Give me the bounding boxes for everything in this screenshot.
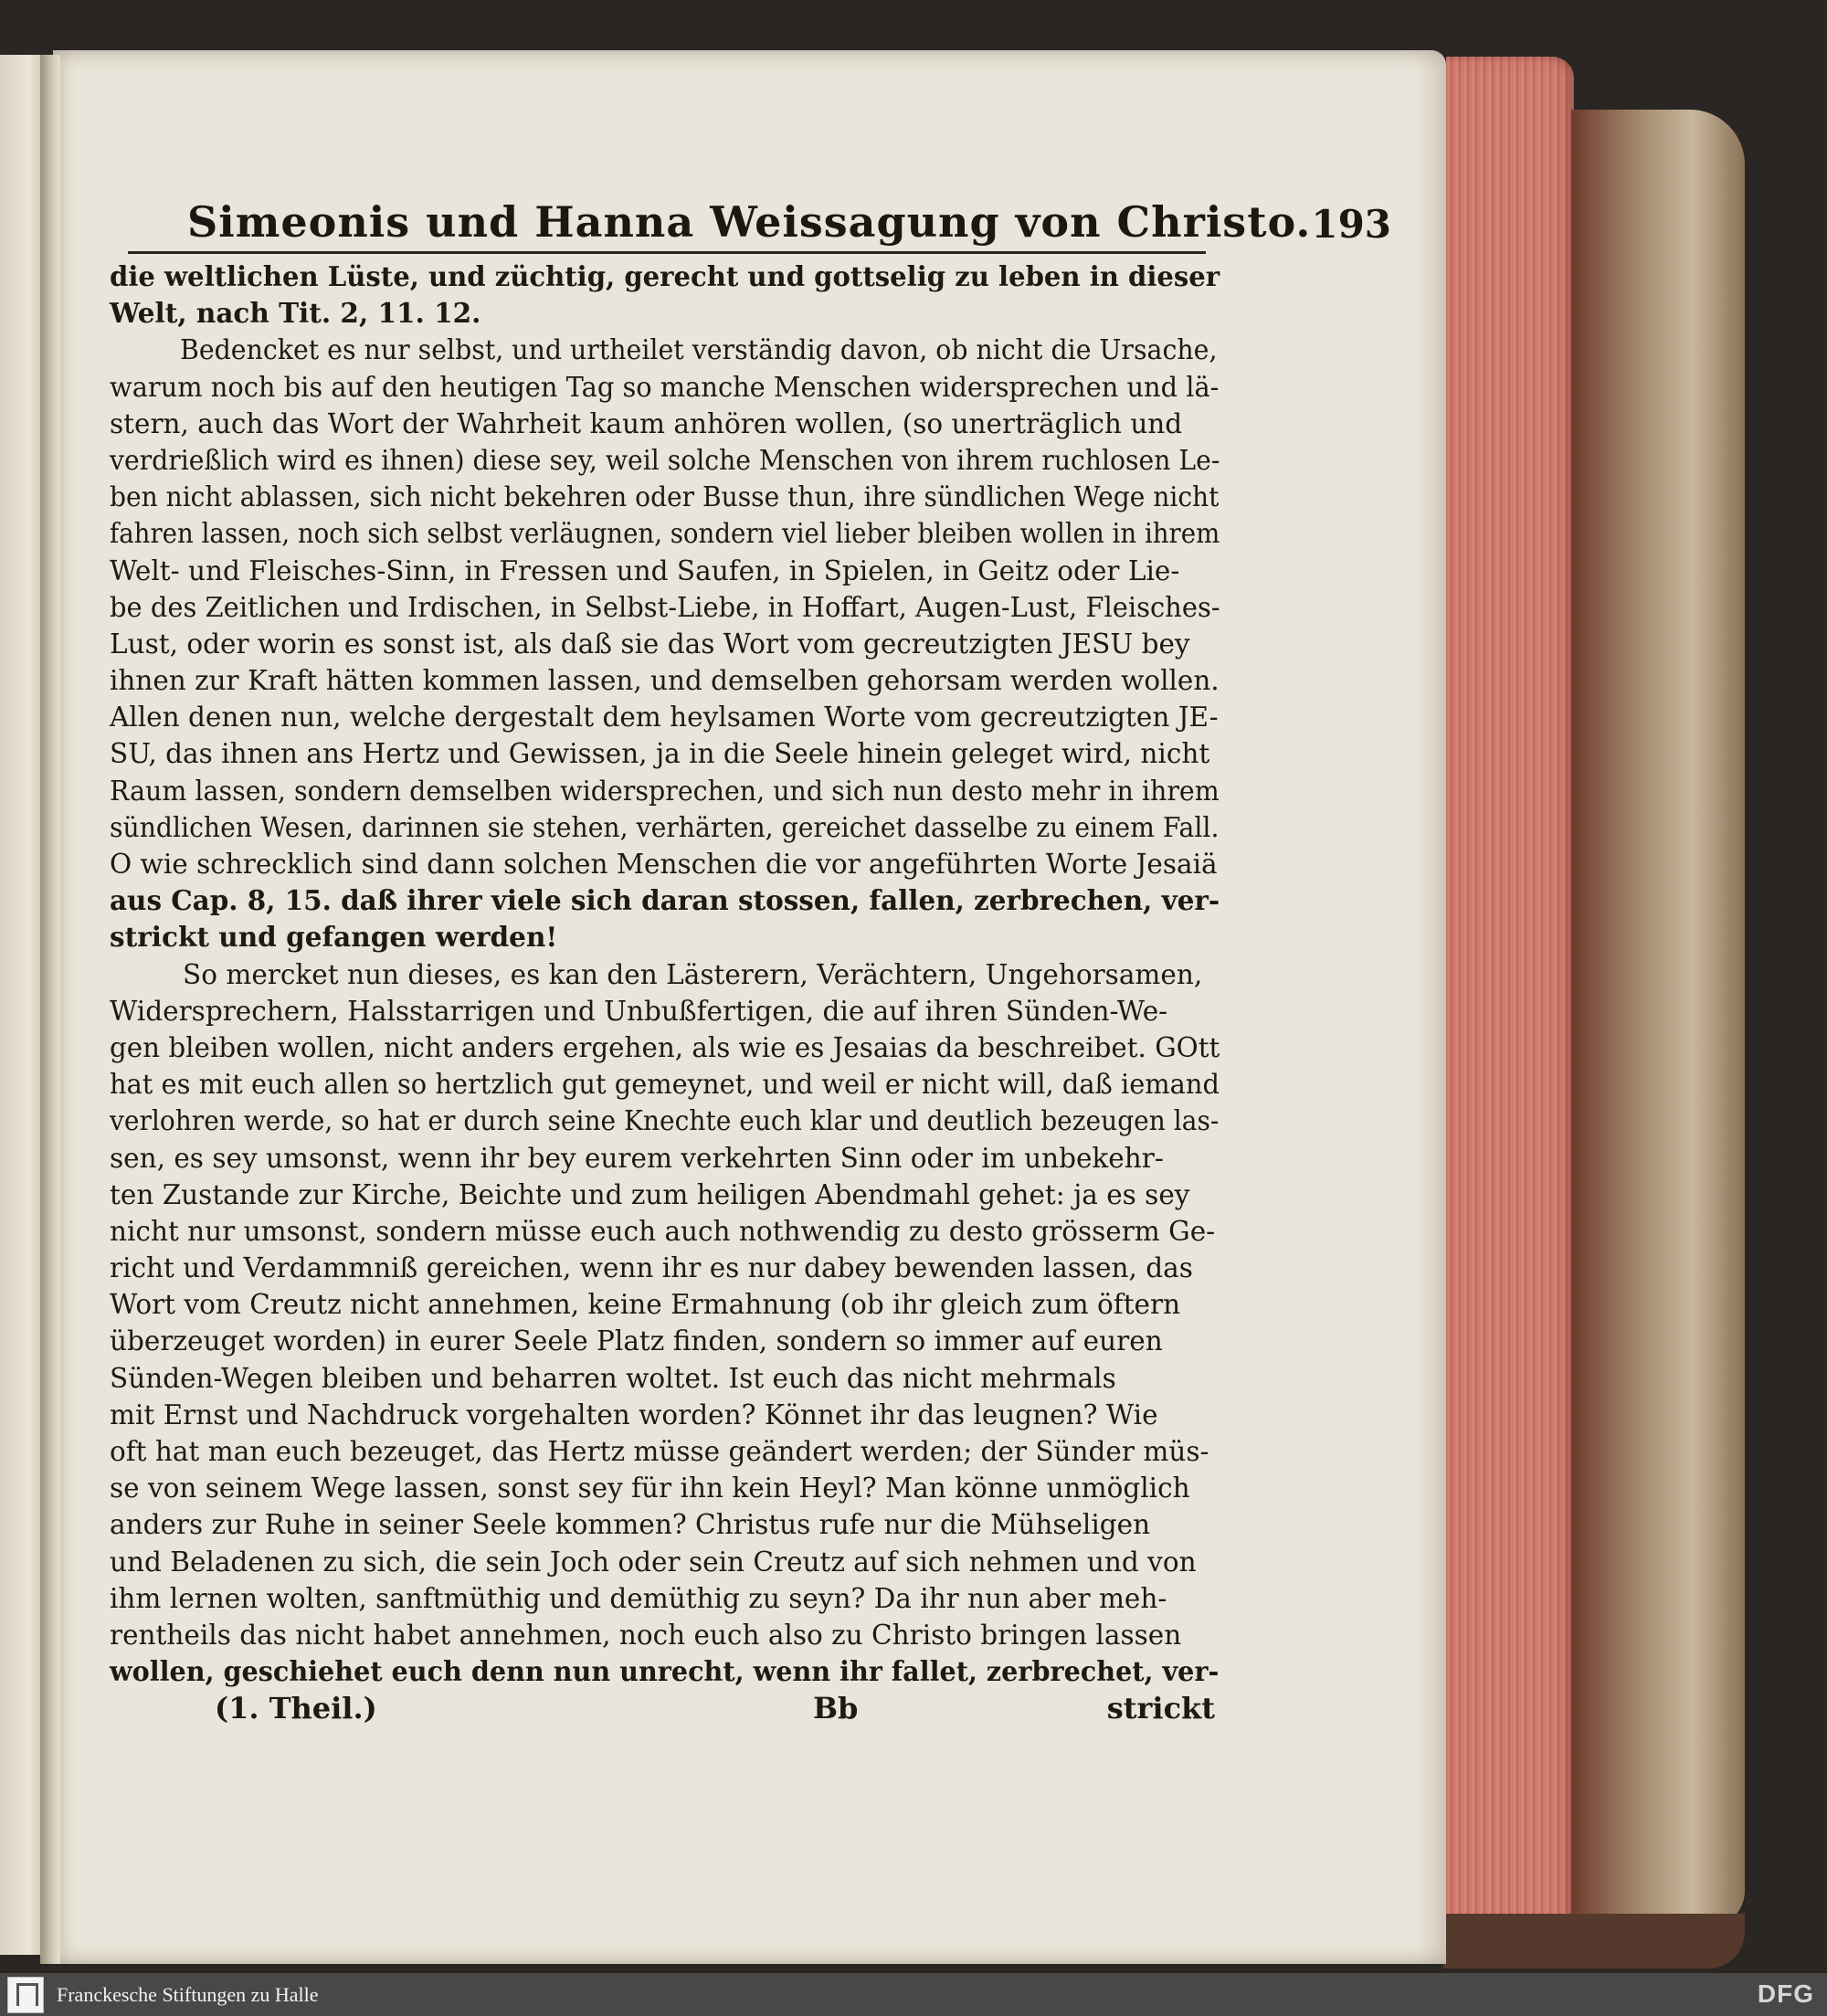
text-line: ihm lernen wolten, sanftmüthig und demüthig zu seyn? Da ihr nun aber meh- bbox=[110, 1582, 1167, 1614]
text-line: anders zur Ruhe in seiner Seele kommen? Christus rufe nur die Mühseligen bbox=[110, 1509, 1151, 1541]
text-line: Raum lassen, sondern demselben widersprechen, und sich nun desto mehr in ihrem bbox=[110, 775, 1220, 807]
text-line: be des Zeitlichen und Irdischen, in Selbst-Liebe, in Hoffart, Augen-Lust, Fleisches- bbox=[110, 591, 1220, 623]
text-line: gen bleiben wollen, nicht anders ergehen, als wie es Jesaias da beschreibet. GOtt bbox=[110, 1031, 1220, 1063]
text-line: Welt, nach Tit. 2, 11. 12. bbox=[110, 297, 481, 330]
catchword: strickt bbox=[1106, 1691, 1215, 1726]
book-cover-bottom bbox=[1443, 1914, 1745, 1969]
text-line: fahren lassen, noch sich selbst verläugnen, sondern viel lieber bleiben wollen in ihrem bbox=[110, 518, 1220, 550]
page-header bbox=[187, 183, 1392, 247]
text-line: rentheils das nicht habet annehmen, noch euch also zu Christo bringen lassen bbox=[110, 1619, 1182, 1651]
text-line: Bedencket es nur selbst, und urtheilet verständig davon, ob nicht die Ursache, bbox=[179, 334, 1218, 366]
header-rule bbox=[128, 251, 1206, 254]
text-line: warum noch bis auf den heutigen Tag so manche Menschen widersprechen und lä- bbox=[110, 371, 1220, 403]
book-gutter bbox=[40, 55, 60, 1964]
page-number: 193 bbox=[1311, 202, 1392, 247]
text-line: sündlichen Wesen, darinnen sie stehen, verhärten, gereichet dasselbe zu einem Fall. bbox=[110, 811, 1220, 843]
text-line: ben nicht ablassen, sich nicht bekehren oder Busse thun, ihre sündlichen Wege nicht bbox=[110, 481, 1220, 513]
text-line: hat es mit euch allen so hertzlich gut gemeynet, und weil er nicht will, daß iemand bbox=[110, 1069, 1220, 1101]
text-line: sen, es sey umsonst, wenn ihr bey eurem verkehrten Sinn oder im unbekehr- bbox=[110, 1142, 1164, 1174]
body-text bbox=[110, 259, 1220, 1690]
text-line: nicht nur umsonst, sondern müsse euch auch nothwendig zu desto grösserm Ge- bbox=[110, 1215, 1216, 1247]
text-line: richt und Verdammniß gereichen, wenn ihr es nur dabey bewenden lassen, das bbox=[110, 1252, 1193, 1284]
text-line: ten Zustande zur Kirche, Beichte und zum heiligen Abendmahl gehet: ja es sey bbox=[110, 1178, 1190, 1210]
institution-name[interactable]: Franckesche Stiftungen zu Halle bbox=[57, 1982, 319, 2006]
text-line: die weltlichen Lüste, und züchtig, gerecht und gottselig zu leben in dieser bbox=[110, 260, 1220, 292]
text-line: Sünden-Wegen bleiben und beharren woltet. Ist euch das nicht mehrmals bbox=[110, 1362, 1116, 1394]
institution-logo-icon[interactable] bbox=[7, 1977, 44, 2013]
page-edges bbox=[1446, 57, 1574, 1925]
text-line: stern, auch das Wort der Wahrheit kaum anhören wollen, (so unerträglich und bbox=[110, 407, 1183, 439]
book-cover bbox=[1571, 110, 1745, 1927]
text-line: und Beladenen zu sich, die sein Joch oder sein Creutz auf sich nehmen und von bbox=[110, 1546, 1197, 1578]
text-line: verdrießlich wird es ihnen) diese sey, weil solche Menschen von ihrem ruchlosen Le- bbox=[110, 444, 1220, 476]
text-line: wollen, geschiehet euch denn nun unrecht, wenn ihr fallet, zerbrechet, ver- bbox=[110, 1655, 1220, 1688]
signature-mark: Bb bbox=[813, 1691, 859, 1726]
text-line: So mercket nun dieses, es kan den Lästerern, Verächtern, Ungehorsamen, bbox=[183, 958, 1203, 990]
text-line: SU, das ihnen ans Hertz und Gewissen, ja in die Seele hinein geleget wird, nicht bbox=[110, 738, 1210, 770]
dfg-logo[interactable]: DFG bbox=[1757, 1979, 1814, 2008]
text-line: überzeuget worden) in eurer Seele Platz finden, sondern so immer auf euren bbox=[110, 1325, 1163, 1357]
part-note: (1. Theil.) bbox=[215, 1691, 377, 1726]
text-line: Lust, oder worin es sonst ist, als daß sie das Wort vom gecreutzigten JESU bey bbox=[110, 628, 1190, 660]
text-line: verlohren werde, so hat er durch seine Knechte euch klar und deutlich bezeugen las- bbox=[110, 1105, 1220, 1137]
text-line: Wort vom Creutz nicht annehmen, keine Ermahnung (ob ihr gleich zum öftern bbox=[110, 1289, 1181, 1321]
viewer-footer-bar bbox=[0, 1973, 1827, 2016]
text-line: ihnen zur Kraft hätten kommen lassen, und demselben gehorsam werden wollen. bbox=[110, 665, 1220, 697]
text-line: aus Cap. 8, 15. daß ihrer viele sich daran stossen, fallen, zerbrechen, ver- bbox=[110, 884, 1220, 917]
text-line: oft hat man euch bezeuget, das Hertz müsse geändert werden; der Sünder müs- bbox=[110, 1436, 1209, 1467]
page-footer bbox=[215, 1685, 1215, 1731]
text-line: Allen denen nun, welche dergestalt dem heylsamen Worte vom gecreutzigten JE- bbox=[110, 702, 1219, 734]
running-title: Simeonis und Hanna Weissagung von Christo. bbox=[187, 197, 1312, 247]
text-line: Widersprechern, Halsstarrigen und Unbußfertigen, die auf ihren Sünden-We- bbox=[110, 995, 1168, 1027]
text-line: se von seinem Wege lassen, sonst sey für ihn kein Heyl? Man könne unmöglich bbox=[110, 1472, 1190, 1504]
text-line: Welt- und Fleisches-Sinn, in Fressen und Saufen, in Spielen, in Geitz oder Lie- bbox=[110, 554, 1180, 586]
text-line: O wie schrecklich sind dann solchen Menschen die vor angeführten Worte Jesaiä bbox=[110, 849, 1218, 880]
text-line: strickt und gefangen werden! bbox=[110, 921, 558, 954]
text-line: mit Ernst und Nachdruck vorgehalten worden? Könnet ihr das leugnen? Wie bbox=[110, 1399, 1158, 1430]
